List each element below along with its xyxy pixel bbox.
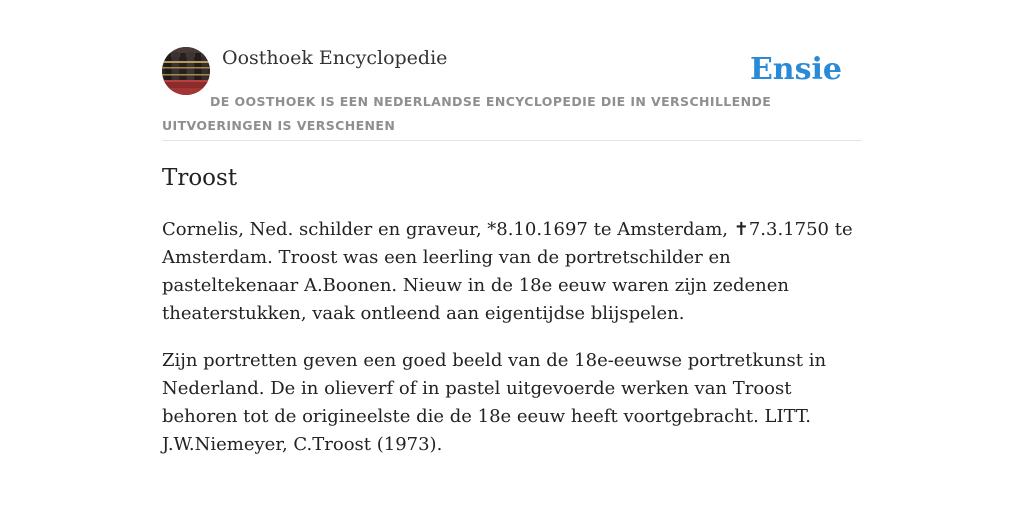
article-paragraph: Zijn portretten geven een goed beeld van de 18e-eeuwse portretkunst in Nederland. De in olieverf of in pastel uitgevoerde werken van Troost behoren tot de origineelste die de 18e eeuw heeft voortgebracht. LITT. J.W.Niemeyer, C.Troost (1973). — [162, 350, 827, 455]
source-header — [162, 46, 862, 141]
source-title[interactable]: Oosthoek Encyclopedie — [222, 47, 448, 69]
article-paragraph: Cornelis, Ned. schilder en graveur, *8.10.1697 te Amsterdam, ✝7.3.1750 te Amsterdam. Troost was een leerling van de portretschilder en pasteltekenaar A.Boonen. Nieuw in de 18e eeuw waren zijn zedenen theaterstukken, vaak ontleend aan eigentijdse blijspelen. — [162, 219, 853, 324]
source-description: DE OOSTHOEK IS EEN NEDERLANDSE ENCYCLOPEDIE DIE IN VERSCHILLENDE UITVOERINGEN IS VERSCHENEN — [162, 94, 772, 133]
source-avatar[interactable] — [162, 47, 210, 95]
article — [162, 160, 862, 459]
book-spines-icon — [162, 47, 210, 95]
ensie-logo-link[interactable]: Ensie — [749, 52, 842, 87]
article-title: Troost — [162, 165, 238, 191]
